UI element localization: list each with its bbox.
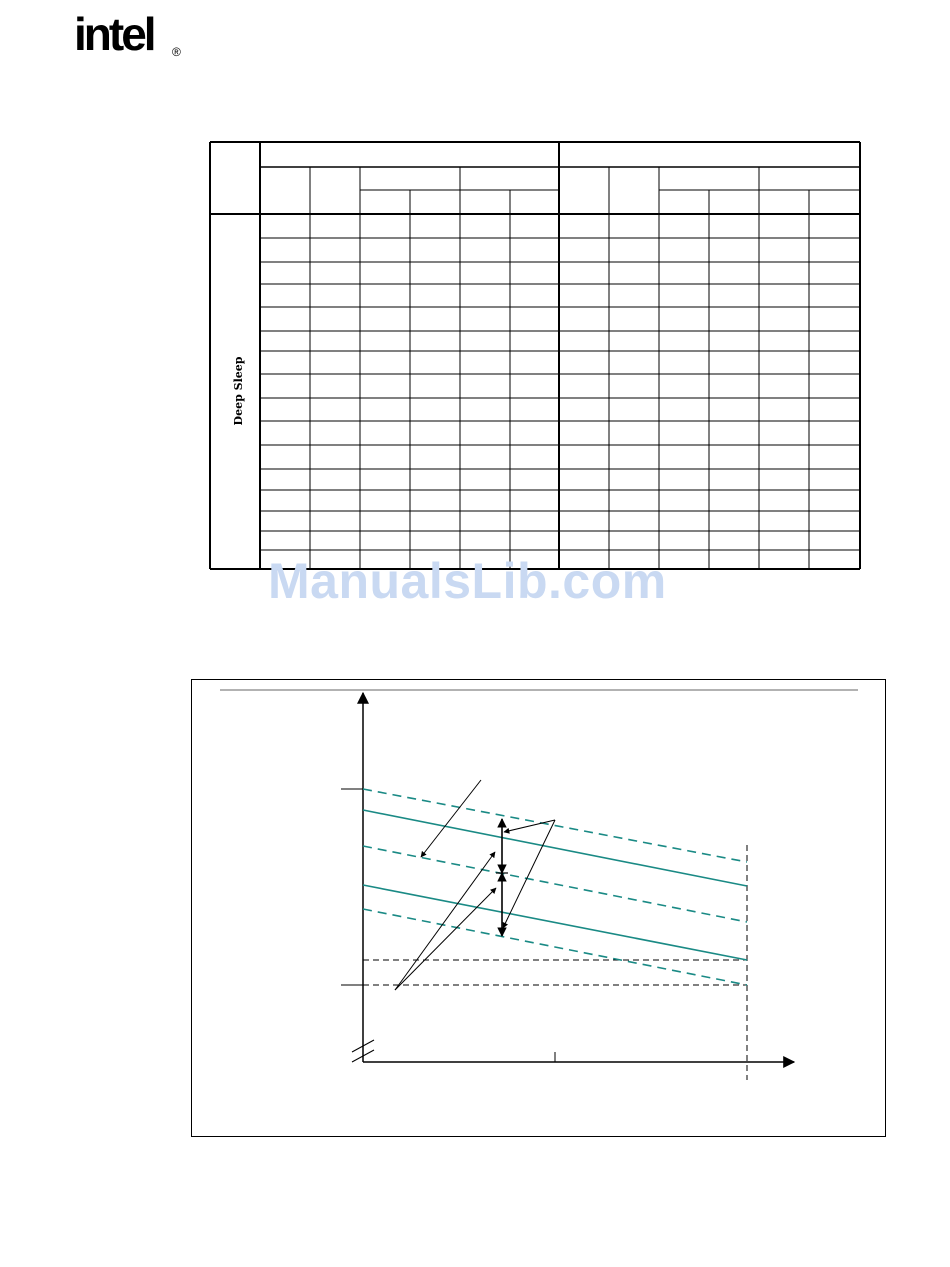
intel-logo-text: intel xyxy=(74,8,154,60)
row-group-label-deep-sleep: Deep Sleep xyxy=(232,356,245,426)
teal-dashed-line-1 xyxy=(363,789,747,862)
leader-bottom-b xyxy=(395,888,496,990)
watermark: ManualsLib.com xyxy=(268,553,667,609)
leader-right-b xyxy=(503,820,555,928)
leader-top-left xyxy=(421,780,481,857)
teal-dashed-line-3 xyxy=(363,909,747,985)
leader-bottom-a xyxy=(395,852,495,990)
teal-solid-line-2 xyxy=(363,885,747,960)
registered-mark: ® xyxy=(172,45,181,59)
leader-right-a xyxy=(504,820,555,832)
teal-solid-line-1 xyxy=(363,810,747,886)
teal-dashed-line-2 xyxy=(363,846,747,922)
